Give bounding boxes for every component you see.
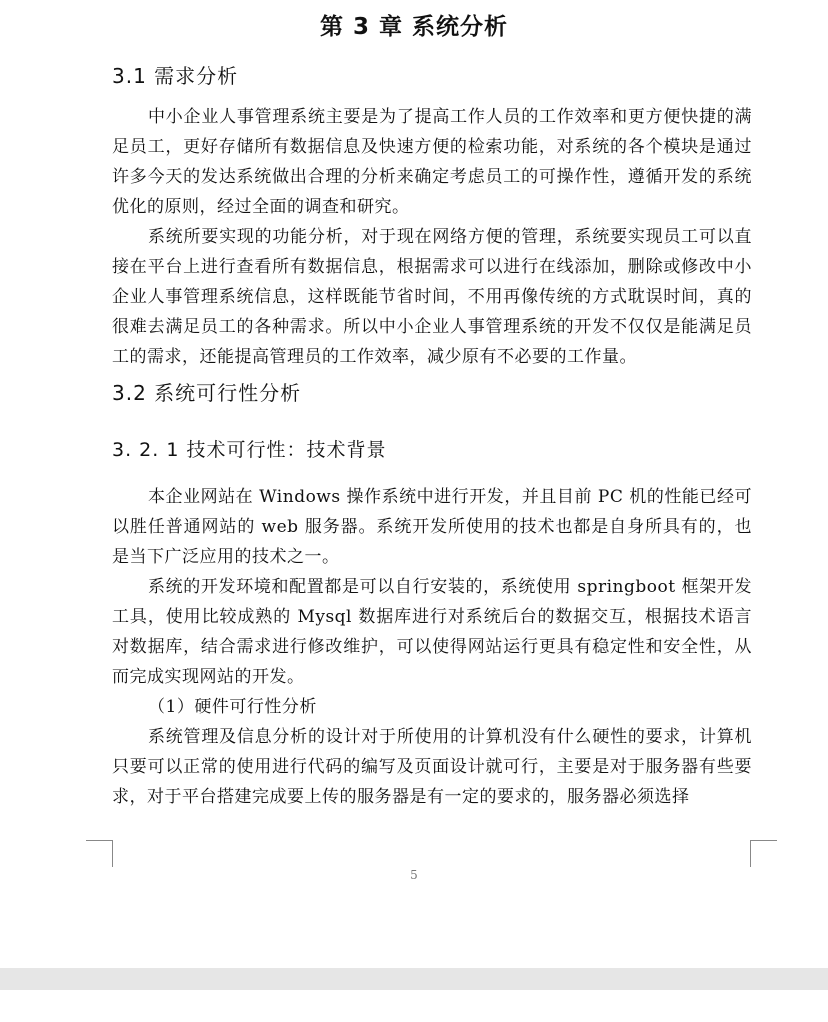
paragraph-hardware-feasibility: 系统管理及信息分析的设计对于所使用的计算机没有什么硬性的要求，计算机只要可以正常的使用进行代码的编写及页面设计就可行，主要是对于服务器有些要求，对于平台搭建完成要上传的服务器是有一定的要求的，服务器必须选择 xyxy=(112,727,752,807)
list-item-hardware-feasibility: （1）硬件可行性分析 xyxy=(148,697,317,717)
paragraph-requirements-1: 中小企业人事管理系统主要是为了提高工作人员的工作效率和更方便快捷的满足员工，更好存储所有数据信息及快速方便的检索功能，对系统的各个模块是通过许多今天的发达系统做出合理的分析来确定考虑员工的可操作性，遵循开发的系统优化的原则，经过全面的调查和研究。 xyxy=(112,107,752,217)
chapter-title: 第 3 章 系统分析 xyxy=(319,14,509,40)
section-heading-3-2-1: 3. 2. 1 技术可行性：技术背景 xyxy=(112,439,387,461)
section-heading-3-1: 3.1 需求分析 xyxy=(112,64,239,88)
page-number: 5 xyxy=(410,868,418,882)
paragraph-tech-background-2: 系统的开发环境和配置都是可以自行安装的，系统使用 springboot 框架开发工具，使用比较成熟的 Mysql 数据库进行对系统后台的数据交互，根据技术语言对数据库，结合需求进行修改维护，可以使得网站运行更具有稳定性和安全性，从而完成实现网站的开发。 xyxy=(112,577,752,687)
section-heading-3-2: 3.2 系统可行性分析 xyxy=(112,381,302,405)
page-gap-background xyxy=(0,968,828,990)
paragraph-requirements-2: 系统所要实现的功能分析，对于现在网络方便的管理，系统要实现员工可以直接在平台上进行查看所有数据信息，根据需求可以进行在线添加，删除或修改中小企业人事管理系统信息，这样既能节省时间，不用再像传统的方式耽误时间，真的很难去满足员工的各种需求。所以中小企业人事管理系统的开发不仅仅是能满足员工的需求，还能提高管理员的工作效率，减少原有不必要的工作量。 xyxy=(112,227,752,367)
paragraph-tech-background-1: 本企业网站在 Windows 操作系统中进行开发，并且目前 PC 机的性能已经可以胜任普通网站的 web 服务器。系统开发所使用的技术也都是自身所具有的，也是当下广泛应用的技术之一。 xyxy=(112,487,752,567)
crop-mark-left xyxy=(86,840,113,867)
crop-mark-right xyxy=(750,840,777,867)
